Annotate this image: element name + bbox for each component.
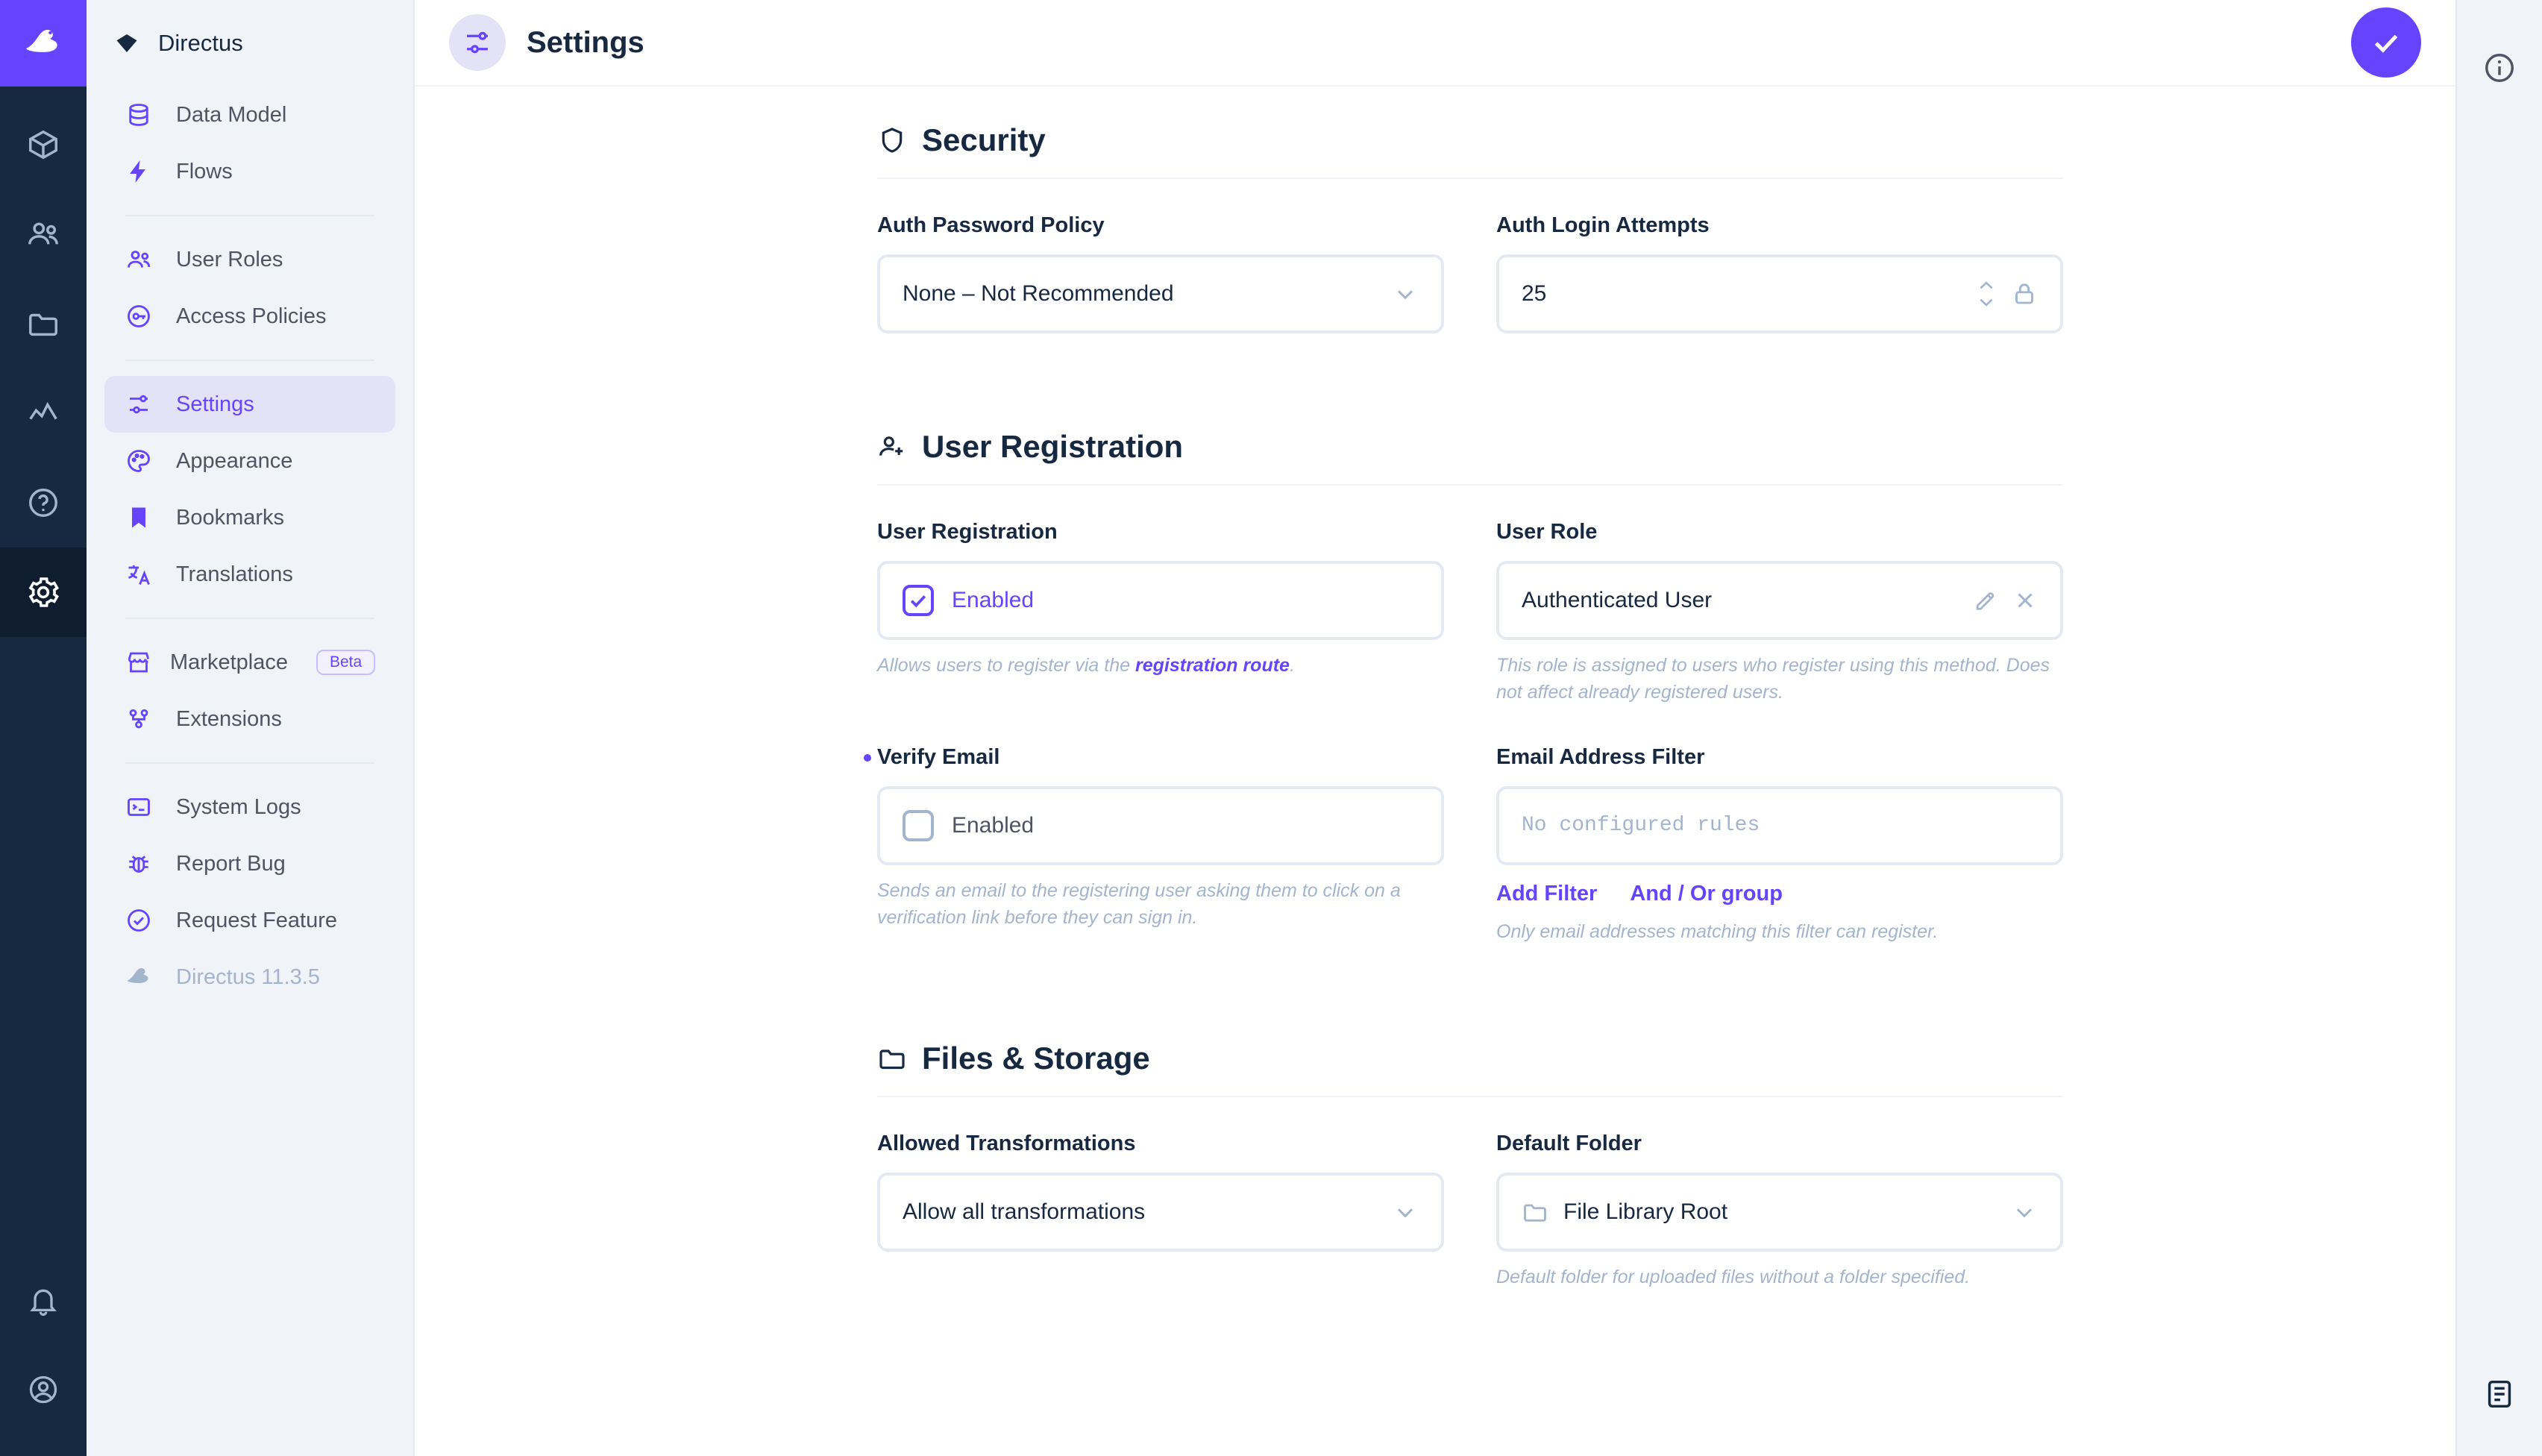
section-title-user-registration [877, 429, 2063, 486]
sidebar-item-data-model[interactable] [104, 87, 395, 143]
field-label: Auth Login Attempts [1496, 213, 1710, 237]
section-gap [877, 984, 2063, 1041]
sidebar-item-label: Settings [176, 392, 254, 416]
sidebar-item-marketplace[interactable] [104, 634, 395, 691]
field-label [877, 745, 1444, 770]
close-icon[interactable] [2012, 588, 2038, 613]
account-icon[interactable] [0, 1346, 87, 1434]
checkbox-row[interactable] [903, 585, 1034, 616]
sidebar-item-label: Appearance [176, 448, 293, 473]
user-registration-checkbox-wrapper[interactable] [877, 561, 1444, 640]
module-content[interactable] [0, 100, 87, 189]
hint-suffix: . [1289, 655, 1295, 676]
chevron-down-icon [2011, 1199, 2038, 1226]
bolt-icon [125, 158, 158, 185]
user-role-select[interactable] [1496, 561, 2063, 640]
selected-value: File Library Root [1563, 1199, 1728, 1224]
selected-value: Allow all transformations [903, 1199, 1146, 1224]
settings-form-scroll[interactable] [415, 87, 2455, 1456]
field-default-folder [1496, 1132, 2063, 1290]
sidebar-item-label: Flows [176, 159, 233, 183]
right-sidebar [2455, 0, 2542, 1456]
policy-icon [125, 303, 158, 330]
field-email-address-filter [1496, 745, 2063, 945]
add-filter-button[interactable]: Add Filter [1496, 881, 1598, 906]
nav-divider [125, 215, 374, 216]
checkbox-checked-icon[interactable] [903, 585, 934, 616]
database-icon [125, 101, 158, 128]
sidebar-item-label: Request Feature [176, 908, 338, 932]
settings-sidebar [87, 0, 415, 1456]
field-hint: Default folder for uploaded files without a folder specified. [1496, 1266, 1971, 1287]
lock-icon [2011, 280, 2038, 307]
project-name: Directus [158, 30, 243, 56]
field-label: Auth Password Policy [877, 213, 1105, 237]
email-filter-input[interactable] [1496, 786, 2063, 865]
sidebar-item-user-roles[interactable] [104, 231, 395, 288]
sidebar-item-access-policies[interactable] [104, 288, 395, 345]
and-or-group-button[interactable]: And / Or group [1630, 881, 1783, 906]
feature-check-icon [125, 907, 158, 934]
hint-prefix: Allows users to register via the [877, 655, 1135, 676]
field-hint: Only email addresses matching this filter can register. [1496, 920, 1939, 942]
section-label: Security [922, 122, 1046, 157]
sidebar-item-label: Translations [176, 562, 293, 586]
page-header [415, 0, 2455, 87]
info-circle-icon[interactable] [2456, 27, 2542, 109]
sidebar-item-appearance[interactable] [104, 433, 395, 489]
field-label: User Role [1496, 520, 1598, 544]
chevron-down-icon [1392, 280, 1419, 307]
extension-icon [125, 706, 158, 732]
save-button[interactable] [2351, 7, 2421, 78]
field-label: User Registration [877, 520, 1058, 544]
verify-email-checkbox-wrapper[interactable] [877, 786, 1444, 865]
field-user-registration [877, 520, 1444, 706]
filter-placeholder: No configured rules [1522, 814, 1760, 837]
auth-login-attempts-input[interactable] [1496, 254, 2063, 333]
registration-route-link[interactable]: registration route [1135, 655, 1290, 676]
settings-form [415, 87, 2455, 1329]
diamond-icon [113, 30, 140, 57]
nav-divider [125, 360, 374, 361]
selected-value: Authenticated User [1522, 588, 1713, 612]
field-label: Allowed Transformations [877, 1131, 1136, 1155]
sidebar-item-label: Access Policies [176, 304, 327, 328]
sliders-icon [449, 14, 506, 71]
checkbox-unchecked-icon[interactable] [903, 810, 934, 841]
user-registration-fields [877, 520, 2063, 984]
status-badge: Beta [316, 650, 375, 675]
page-title: Settings [527, 25, 644, 59]
module-settings[interactable] [0, 547, 87, 637]
notes-icon[interactable] [2456, 1353, 2542, 1435]
module-bar-bottom [0, 1258, 87, 1456]
bookmark-icon [125, 504, 158, 531]
module-users[interactable] [0, 189, 87, 279]
folder-icon [1522, 1199, 1548, 1226]
group-icon [125, 246, 158, 273]
main-area [415, 0, 2455, 1456]
field-verify-email [877, 745, 1444, 945]
sidebar-item-request-feature[interactable] [104, 892, 395, 949]
pencil-icon[interactable] [1972, 588, 1997, 613]
sidebar-item-label: Extensions [176, 706, 282, 731]
selected-value: None – Not Recommended [903, 281, 1174, 306]
auth-password-policy-select[interactable] [877, 254, 1444, 333]
section-gap [877, 372, 2063, 429]
security-fields [877, 213, 2063, 372]
folder-icon [877, 1044, 907, 1073]
checkbox-label: Enabled [952, 812, 1035, 838]
field-hint [877, 652, 1444, 679]
logs-icon [125, 794, 158, 820]
sidebar-item-label: Data Model [176, 102, 287, 127]
field-label: Email Address Filter [1496, 744, 1705, 769]
required-indicator [864, 754, 871, 762]
module-bar-items [0, 87, 87, 1258]
sidebar-item-settings[interactable] [104, 376, 395, 433]
sidebar-item-label: Marketplace [170, 650, 288, 674]
files-storage-fields [877, 1132, 2063, 1329]
field-label: Default Folder [1496, 1131, 1642, 1155]
checkbox-row[interactable] [903, 810, 1034, 841]
shield-icon [877, 125, 907, 155]
section-label: Files & Storage [922, 1040, 1150, 1076]
sidebar-item-label: Bookmarks [176, 505, 285, 530]
sidebar-item-flows[interactable] [104, 143, 395, 200]
module-insights[interactable] [0, 368, 87, 458]
checkbox-label: Enabled [952, 588, 1035, 612]
nav-divider [125, 762, 374, 764]
sidebar-item-label: User Roles [176, 247, 283, 272]
sidebar-item-label: System Logs [176, 794, 301, 819]
sidebar-item-system-logs[interactable] [104, 779, 395, 835]
field-hint: This role is assigned to users who register using this method. Does not affect already registered users. [1496, 655, 2050, 703]
field-allowed-transformations [877, 1132, 1444, 1290]
directus-small-logo [125, 964, 158, 991]
allowed-transformations-select[interactable] [877, 1173, 1444, 1252]
default-folder-select[interactable] [1496, 1173, 2063, 1252]
store-icon [125, 649, 152, 676]
field-auth-password-policy [877, 213, 1444, 333]
right-sidebar-bottom [2456, 1353, 2542, 1456]
directus-logo[interactable] [0, 0, 87, 87]
field-hint: Sends an email to the registering user asking them to click on a verification link before they can sign in. [877, 879, 1401, 928]
field-user-role [1496, 520, 2063, 706]
form-columns [877, 122, 2063, 1329]
module-bar [0, 0, 87, 1456]
sliders-icon [125, 391, 158, 418]
section-title-files-storage [877, 1041, 2063, 1097]
section-title-security [877, 122, 2063, 179]
right-sidebar-top [2456, 0, 2542, 109]
palette-icon [125, 448, 158, 474]
sidebar-item-translations[interactable] [104, 546, 395, 603]
quantity-stepper[interactable] [1977, 279, 1996, 309]
person-add-icon [877, 432, 907, 462]
chevron-down-icon [1392, 1199, 1419, 1226]
sidebar-item-version [104, 949, 395, 1005]
sidebar-item-label: Report Bug [176, 851, 286, 876]
sidebar-item-bookmarks[interactable] [104, 489, 395, 546]
sidebar-item-report-bug[interactable] [104, 835, 395, 892]
section-label: User Registration [922, 429, 1184, 464]
nav-divider [125, 618, 374, 619]
project-header[interactable] [87, 0, 413, 87]
module-files[interactable] [0, 279, 87, 368]
label-text: Verify Email [877, 744, 1000, 769]
filter-actions [1496, 882, 2063, 906]
translate-icon [125, 561, 158, 588]
field-auth-login-attempts [1496, 213, 2063, 333]
input-value: 25 [1522, 281, 1547, 306]
sidebar-item-label: Directus 11.3.5 [176, 964, 320, 989]
bug-icon [125, 850, 158, 877]
module-docs[interactable] [0, 458, 87, 547]
nav-list [87, 87, 413, 1005]
notifications-icon[interactable] [0, 1258, 87, 1346]
sidebar-item-extensions[interactable] [104, 691, 395, 747]
